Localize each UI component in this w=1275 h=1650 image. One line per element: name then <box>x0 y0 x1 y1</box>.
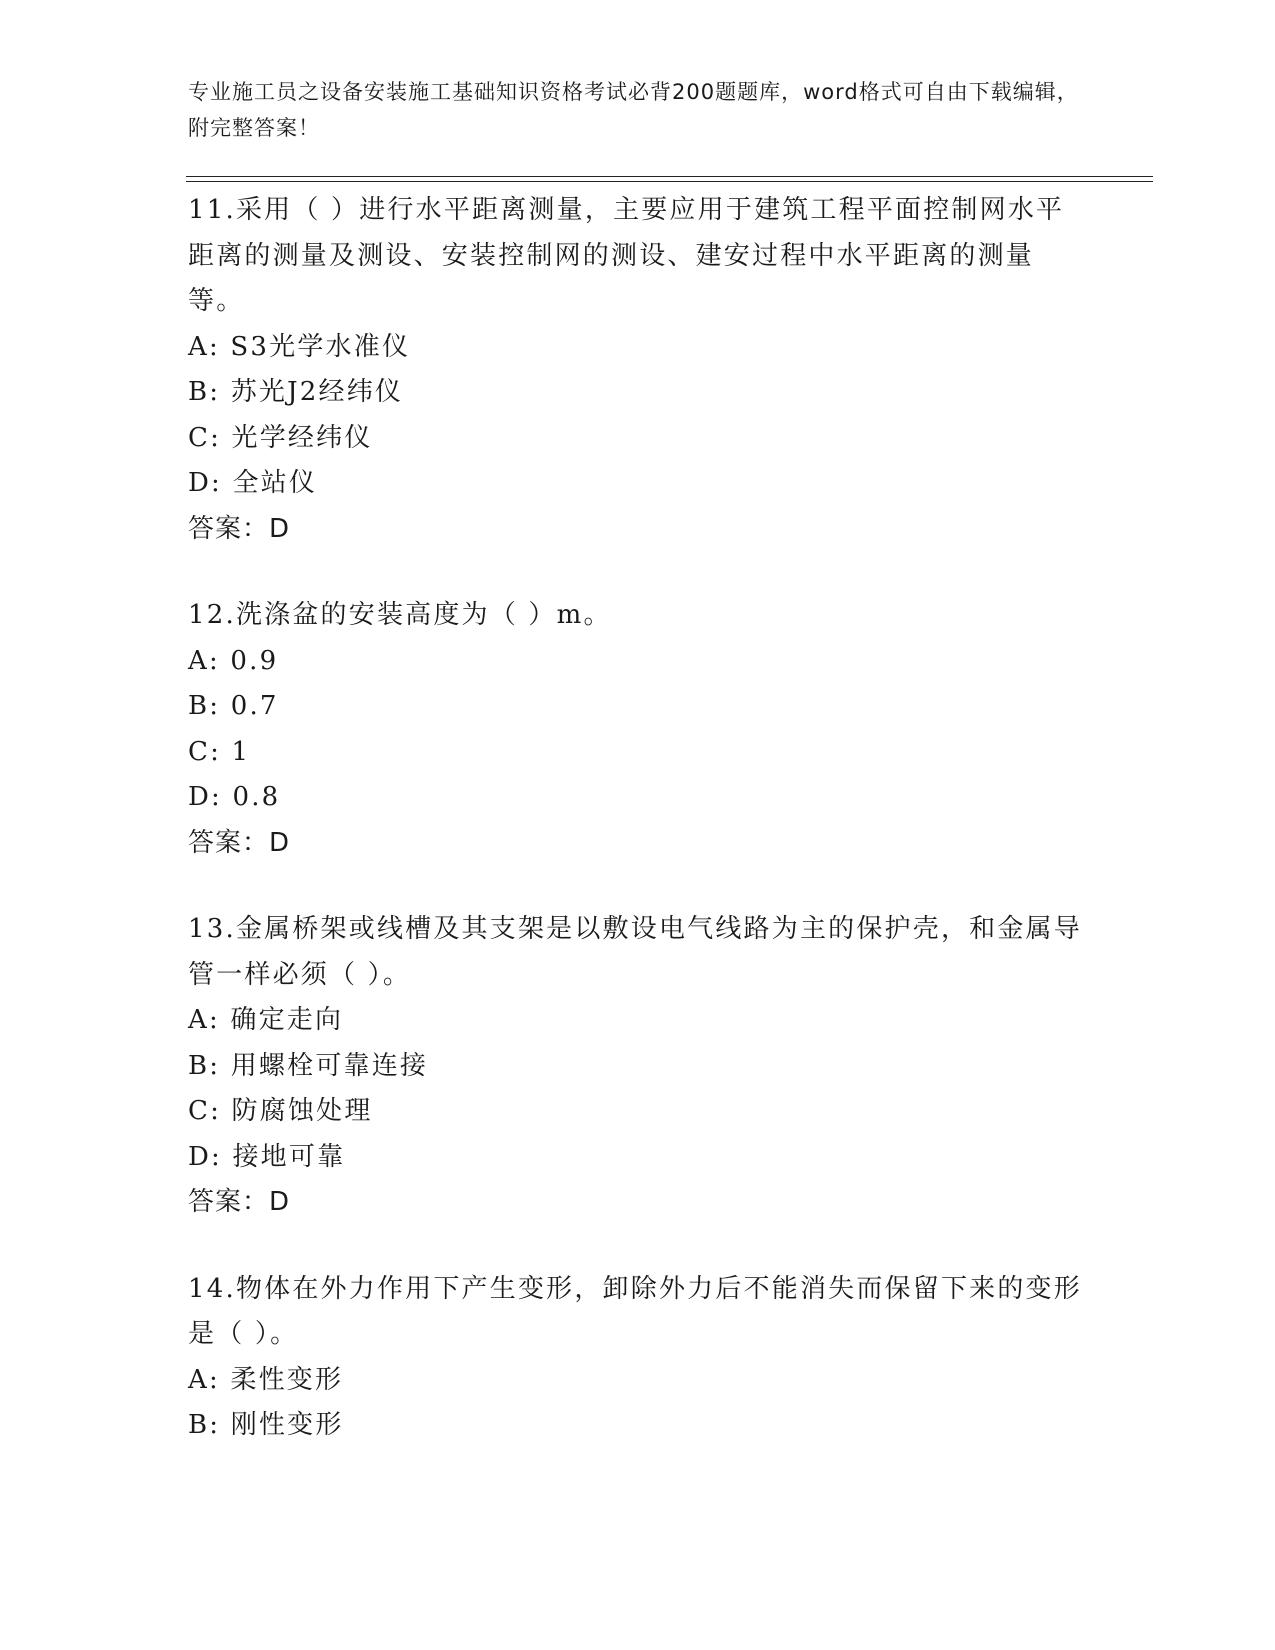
option-c: C: 防腐蚀处理 <box>188 1096 373 1126</box>
option-c: C: 光学经纬仪 <box>188 422 373 453</box>
question-stem: 14.物体在外力作用下产生变形，卸除外力后不能消失而保留下来的变形是（ ）。 <box>188 1273 1082 1349</box>
option-a: A: 确定走向 <box>188 1005 344 1035</box>
option-b: B: 苏光J2经纬仪 <box>188 377 404 407</box>
option-c: C: 1 <box>188 736 251 767</box>
question-12 <box>188 593 1088 866</box>
question-stem: 12.洗涤盆的安装高度为（ ）m。 <box>188 600 612 630</box>
header-divider-bottom <box>186 181 1153 182</box>
option-b: B: 0.7 <box>188 691 279 721</box>
question-14 <box>188 1267 1088 1449</box>
question-11 <box>188 188 1088 552</box>
question-13 <box>188 907 1088 1226</box>
option-a: A: S3光学水准仪 <box>188 331 411 362</box>
option-a: A: 柔性变形 <box>188 1364 344 1395</box>
option-d: D: 全站仪 <box>188 468 318 498</box>
header-divider-top <box>186 176 1153 177</box>
option-d: D: 0.8 <box>188 782 281 812</box>
option-b: B: 刚性变形 <box>188 1410 344 1440</box>
option-a: A: 0.9 <box>188 645 279 676</box>
answer: 答案：D <box>188 513 291 544</box>
document-header: 专业施工员之设备安装施工基础知识资格考试必背200题题库，word格式可自由下载编辑，附完整答案！ <box>188 80 1079 140</box>
answer: 答案：D <box>188 827 291 858</box>
question-list <box>188 188 1088 1490</box>
question-stem: 13.金属桥架或线槽及其支架是以敷设电气线路为主的保护壳，和金属导管一样必须（ ）。 <box>188 914 1082 990</box>
option-d: D: 接地可靠 <box>188 1141 346 1172</box>
option-b: B: 用螺栓可靠连接 <box>188 1050 429 1081</box>
answer: 答案：D <box>188 1187 291 1217</box>
question-stem: 11.采用（ ）进行水平距离测量，主要应用于建筑工程平面控制网水平距离的测量及测设、安装控制网的测设、建安过程中水平距离的测量等。 <box>188 195 1065 316</box>
